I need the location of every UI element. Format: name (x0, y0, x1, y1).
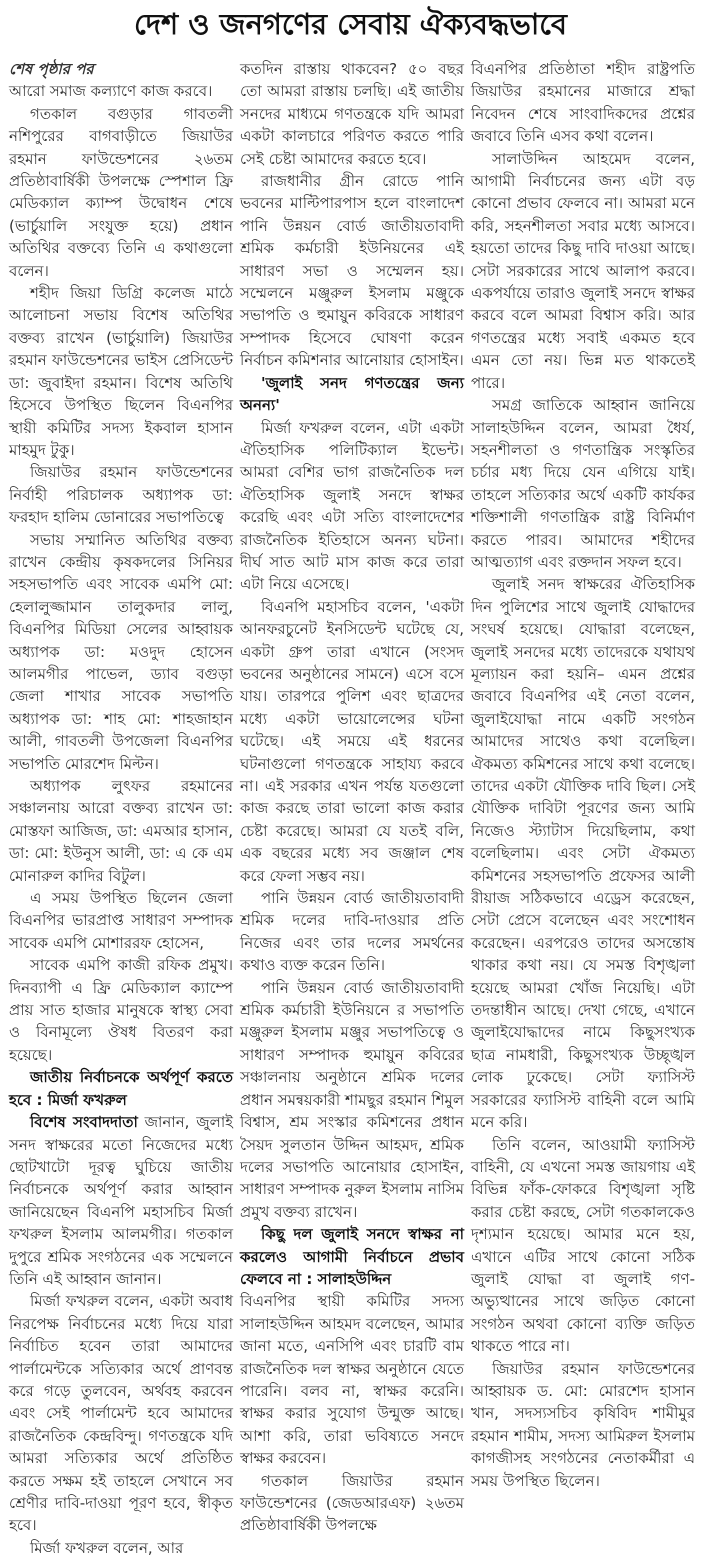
paragraph: সভায় সম্মানিত অতিথির বক্তব্য রাখেন কেন্দ্রীয় কৃষকদলের সিনিয়র সহসভাপতি এবং সাবেক এমপি মো: হেলালুজ্জামান তালুকদার লালু, বিএনপির মিডিয়া সেলের আহ্বায়ক অধ্যাপক ডা: মওদুদ হোসেন আলমগীর পাভেল, ড্যাব বগুড়া জেলা শাখার সাবেক সভাপতি অধ্যাপক ডা: শাহ মো: শাহজাহান আলী, গাবতলী উপজেলা বিএনপির সভাপতি মোরশেদ মিল্টন। (9, 530, 233, 773)
paragraph: সাবেক এমপি কাজী রফিক প্রমুখ। দিনব্যাপী এ ফ্রি মেডিক্যাল ক্যাম্পে প্রায় সাত হাজার মানুষকে স্বাস্থ্য সেবা ও বিনামূল্যে ঔষধ বিতরণ করা হয়েছে। (9, 956, 233, 1064)
paragraph: পানি উন্নয়ন বোর্ড জাতীয়তাবাদী শ্রমিক দলের দাবি-দাওয়ার প্রতি নিজের এবং তার দলের সমর্থনের কথাও ব্যক্ত করেন তিনি। (240, 889, 464, 975)
paragraph: গতকাল জিয়াউর রহমান ফাউন্ডেশনের (জেডআরএফ) ২৬তম প্রতিষ্ঠাবার্ষিকী উপলক্ষে (240, 1471, 464, 1535)
subheading: কিছু দল জুলাই সনদে স্বাক্ষর না করলেও আগামী নির্বাচনে প্রভাব ফেলবে না : সালাহউদ্দিন (240, 1225, 464, 1288)
paragraph: সালাউদ্দিন আহমেদ বলেন, আগামী নির্বাচনের জন্য এটা বড় কোনো প্রভাব ফেলবে না। আমরা মনে করি, সহনশীলতা সবার মধ্যে আসবে। হয়তো তাদের কিছু দাবি দাওয়া আছে। সেটা সরকারের সাথে আলাপ করবে। একপর্যায়ে তারাও জুলাই সনদে স্বাক্ষর করবে বলে আমরা বিশ্বাস করি। আর গণতন্ত্রের মধ্যে সবাই একমত হবে এমন তো নয়। ভিন্ন মত থাকতেই পারে। (471, 149, 695, 392)
paragraph: তিনি বলেন, আওয়ামী ফ্যাসিস্ট বাহিনী, যে এখনো সমস্ত জায়গায় এই বিভিন্ন ফাঁক-ফোকরে বিশৃঙ্খলা সৃষ্টি করার চেষ্টা করছে, সেটা গতকালকেও দৃশ্যমান হয়েছে। আমার মনে হয়, এখানে এটির সাথে কোনো সঠিক জুলাই যোদ্ধা বা জুলাই গণ-অভ্যুত্থানের সাথে জড়িত কোনো সংগঠন অথবা কোনো ব্যক্তি জড়িত থাকতে পারে না। (471, 1135, 695, 1356)
paragraph (9, 1111, 233, 1290)
subheading: জাতীয় নির্বাচনকে অর্থপূর্ণ করতে হবে : মির্জা ফখরুল (9, 1068, 233, 1109)
paragraph: বিএনপির প্রতিষ্ঠাতা শহীদ রাষ্ট্রপতি জিয়াউর রহমানের মাজারে শ্রদ্ধা নিবেদন শেষে সাংবাদিকদের প্রশ্নের জবাবে তিনি এসব কথা বলেন। (471, 60, 695, 146)
paragraph: জিয়াউর রহমান ফাউন্ডেশনের নির্বাহী পরিচালক অধ্যাপক ডা: ফরহাদ হালিম ডোনারের সভাপতিত্বে (9, 463, 233, 527)
subheading: 'জুলাই সনদ গণতন্ত্রের জন্য অনন্য' (240, 373, 464, 415)
continued-from-label: শেষ পৃষ্ঠার পর (9, 60, 94, 78)
paragraph: এ সময় উপস্থিত ছিলেন জেলা বিএনপির ভারপ্রাপ্ত সাধারণ সম্পাদক সাবেক এমপি মোশাররফ হোসেন, (9, 889, 233, 952)
article-column-2 (240, 58, 464, 1537)
paragraph: জুলাই সনদ স্বাক্ষরের ঐতিহাসিক দিন পুলিশের সাথে জুলাই যোদ্ধাদের সংঘর্ষ হয়েছে। যোদ্ধারা বলেছেন, জুলাই সনদের মধ্যে তাদেরকে যথাযথ মূল্যায়ন করা হয়নি– এমন প্রশ্নের জবাবে বিএনপির এই নেতা বলেন, জুলাইযোদ্ধা নামে একটি সংগঠন আমাদের সাথেও কথা বলেছিল। ঐকমত্য কমিশনের সাথে কথা বলেছে। তাদের একটা যৌক্তিক দাবি ছিল। সেই যৌক্তিক দাবিটা পূরণের জন্য আমি নিজেও স্ট্যাটাস দিয়েছিলাম, কথা বলেছিলাম। এবং সেটা ঐকমত্য কমিশনের সহসভাপতি প্রফেসর আলী রীয়াজ সঠিকভাবে এড্রেস করেছেন, সেটা প্রেসে বলেছেন এবং সংশোধন করেছেন। এরপরেও তাদের অসন্তোষ থাকার কথা নয়। যে সমস্ত বিশৃঙ্খলা হয়েছে আমরা খোঁজ নিয়েছি। এটা তদন্তাধীন আছে। দেখা গেছে, এখানে জুলাইযোদ্ধাদের নামে কিছুসংখ্যক ছাত্র নামধারী, কিছুসংখ্যক উচ্ছৃঙ্খল লোক ঢুকেছে। সেটা ফ্যাসিস্ট সরকারের ফ্যাসিস্ট বাহিনী বলে আমি মনে করি। (471, 575, 695, 1132)
byline: বিশেষ সংবাদদাতা (30, 1113, 138, 1132)
paragraph: সমগ্র জাতিকে আহ্বান জানিয়ে সালাহউদ্দিন বলেন, আমরা ধৈর্য, সহনশীলতা ও গণতান্ত্রিক সংস্কৃতির চর্চার মধ্য দিয়ে যেন এগিয়ে যাই। তাহলে সত্যিকার অর্থে একটি কার্যকর শক্তিশালী গণতান্ত্রিক রাষ্ট্র বিনির্মাণ করতে পারব। আমাদের শহীদের আত্মত্যাগ এবং রক্তদান সফল হবে। (471, 396, 695, 571)
article-column-3 (471, 58, 695, 1492)
paragraph: বিএনপি মহাসচিব বলেন, 'একটা আনফরচুনেট ইনসিডেন্ট ঘটেছে যে, একটা গ্রুপ তারা এখানে (সংসদ ভবনের অনুষ্ঠানের সামনে) এসে বসে যায়। তারপরে পুলিশ এবং ছাত্রদের মধ্যে একটা ভায়োলেন্সের ঘটনা ঘটেছে। এই সময়ে এই ধরনের ঘটনাগুলো গণতন্ত্রকে সাহায্য করবে না। এই সরকার এখন পর্যন্ত যতগুলো কাজ করছে তারা ভালো কাজ করার চেষ্টা করেছে। আমরা যে যতই বলি, এক বছরের মধ্যে সব জঞ্জাল শেষ করে ফেলা সম্ভব নয়। (240, 597, 464, 885)
paragraph: মির্জা ফখরুল বলেন, একটা অবাধ নিরপেক্ষ নির্বাচনের মধ্যে দিয়ে যারা নির্বাচিত হবেন তারা আমাদের পার্লামেন্টকে সত্যিকার অর্থে প্রাণবন্ত করে গড়ে তুলবেন, অর্থবহ করবেন এবং সেই পার্লামেন্ট হবে আমাদের রাজনৈতিক কেন্দ্রবিন্দু। গণতন্ত্রকে যদি আমরা সত্যিকার অর্থে প্রতিষ্ঠিত করতে সক্ষম হই তাহলে সেখানে সব শ্রেণীর দাবি-দাওয়া পূরণ হবে, স্বীকৃত হবে। (9, 1292, 233, 1535)
paragraph-text: জানান, জুলাই সনদ স্বাক্ষরের মতো নিজেদের মধ্যে ছোটখাটো দূরত্ব ঘুচিয়ে জাতীয় নির্বাচনকে অর্থপূর্ণ করার আহ্বান জানিয়েছেন বিএনপি মহাসচিব মির্জা ফখরুল ইসলাম আলমগীর। গতকাল দুপুরে শ্রমিক সংগঠনের এক সম্মেলনে তিনি এই আহ্বান জানান। (9, 1113, 233, 1288)
headline: দেশ ও জনগণের সেবায় ঐক্যবদ্ধভাবে (133, 7, 568, 41)
paragraph: কতদিন রাস্তায় থাকবেন? ৫০ বছর তো আমরা রাস্তায় চলছি। এই জাতীয় সনদের মাধ্যমে গণতন্ত্রকে যদি আমরা একটা কালচারে পরিণত করতে পারি সেই চেষ্টা আমাদের করতে হবে। (240, 60, 464, 168)
paragraph: বিএনপির স্থায়ী কমিটির সদস্য সালাহউদ্দিন আহমদ বলেছেন, আমার জানা মতে, এনসিপি এবং চারটি বাম রাজনৈতিক দল স্বাক্ষর অনুষ্ঠানে যেতে পারেনি। বলব না, স্বাক্ষর করেনি। স্বাক্ষর করার সুযোগ উন্মুক্ত আছে। আশা করি, তারা ভবিষ্যতে সনদে স্বাক্ষর করবেন। (240, 1292, 464, 1468)
paragraph: মির্জা ফখরুল বলেন, এটা একটা ঐতিহাসিক পলিটিক্যাল ইভেন্ট। আমরা বেশির ভাগ রাজনৈতিক দল ঐতিহাসিক জুলাই সনদে স্বাক্ষর করেছি এবং এটা সত্যি বাংলাদেশের রাজনৈতিক ইতিহাসে অনন্য ঘটনা। দীর্ঘ সাত আট মাস কাজ করে তারা এটা নিয়ে এসেছে। (240, 418, 464, 594)
paragraph: মির্জা ফখরুল বলেন, আর (30, 1538, 184, 1557)
paragraph: রাজধানীর গ্রীন রোডে পানি ভবনের মাল্টিপারপাস হলে বাংলাদেশ পানি উন্নয়ন বোর্ড জাতীয়তাবাদী শ্রমিক কর্মচারী ইউনিয়নের এই সাধারণ সভা ও সম্মেলন হয়। সম্মেলনে মঞ্জুরুল ইসলাম মঞ্জুকে সভাপতি ও হুমায়ুন কবিরকে সাধারণ সম্পাদক হিসেবে ঘোষণা করেন নির্বাচন কমিশনার আনোয়ার হোসাইন। (240, 172, 464, 370)
paragraph: গতকাল বগুড়ার গাবতলী নশিপুরের বাগবাড়ীতে জিয়াউর রহমান ফাউন্ডেশনের ২৬তম প্রতিষ্ঠাবার্ষিকী উপলক্ষে স্পেশাল ফ্রি মেডিক্যাল ক্যাম্প উদ্বোধন শেষে (ভার্চুয়ালি সংযুক্ত হয়ে) প্রধান অতিথির বক্তব্যে তিনি এ কথাগুলো বলেন। (9, 104, 233, 280)
paragraph: শহীদ জিয়া ডিগ্রি কলেজ মাঠে আলোচনা সভায় বিশেষ অতিথির বক্তব্য রাখেন (ভার্চুয়ালি) জিয়াউর রহমান ফাউন্ডেশনের ভাইস প্রেসিডেন্ট ডা: জুবাইদা রহমান। বিশেষ অতিথি হিসেবে উপস্থিত ছিলেন বিএনপির স্থায়ী কমিটির সদস্য ইকবাল হাসান মাহমুদ টুকু। (9, 284, 233, 459)
paragraph: আরো সমাজ কল্যাণে কাজ করবে। (9, 82, 213, 101)
article-column-1 (9, 58, 233, 1559)
paragraph: অধ্যাপক লুৎফর রহমানের সঞ্চালনায় আরো বক্তব্য রাখেন ডা: মোস্তফা আজিজ, ডা: এমআর হাসান, ডা: মো: ইউনুস আলী, ডা: এ কে এম মোনারুল কাদির বিটুল। (9, 777, 233, 885)
paragraph: পানি উন্নয়ন বোর্ড জাতীয়তাবাদী শ্রমিক কর্মচারী ইউনিয়নে র সভাপতি মঞ্জুরুল ইসলাম মঞ্জুর সভাপতিত্বে ও সাধারণ সম্পাদক হুমায়ুন কবিরের সঞ্চালনায় অনুষ্ঠানে শ্রমিক দলের প্রধান সমন্বয়কারী শামছুর রহমান শিমুল বিশ্বাস, শ্রম সংস্কার কমিশনের প্রধান সৈয়দ সুলতান উদ্দিন আহমদ, শ্রমিক দলের সভাপতি আনোয়ার হোসাইন, সাধারণ সম্পাদক নুরুল ইসলাম নাসিম প্রমুখ বক্তব্য রাখেন। (240, 978, 464, 1221)
paragraph: জিয়াউর রহমান ফাউন্ডেশনের আহ্বায়ক ড. মো: মোরশেদ হাসান খান, সদস্যসচিব কৃষিবিদ শামীমুর রহমান শামীম, সদস্য আমিরুল ইসলাম কাগজীসহ সংগঠনের নেতাকর্মীরা এ সময় উপস্থিত ছিলেন। (471, 1359, 695, 1490)
